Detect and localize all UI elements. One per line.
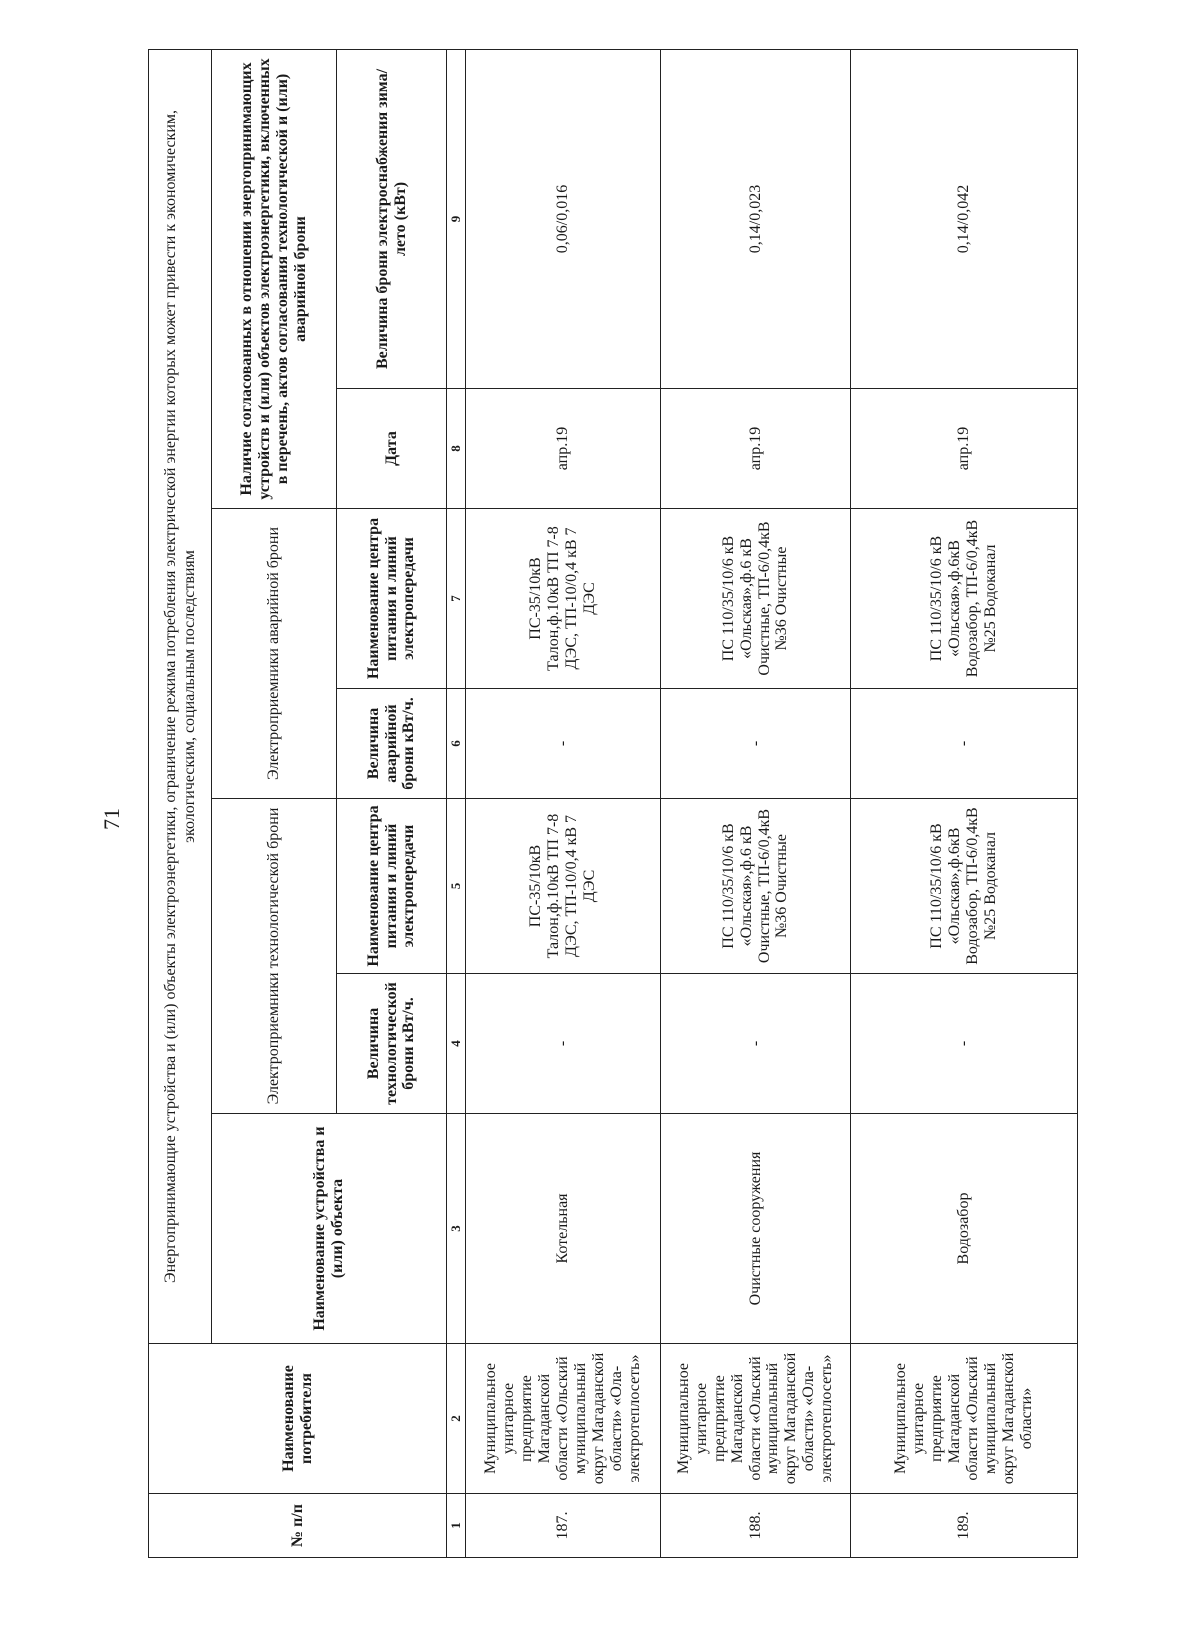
row-tech-center: ПС 110/35/10/6 кВ «Ольская»,ф.6кВ Водозабор, ТП-6/0,4кВ №25 Водоканал: [851, 799, 1078, 974]
column-number: 7: [447, 509, 466, 689]
header-consumer: Наименование потребителя: [149, 1344, 447, 1494]
row-object: Водозабор: [851, 1114, 1078, 1344]
row-emerg-center: ПС 110/35/10/6 кВ «Ольская»,ф.6кВ Водозабор, ТП-6/0,4кВ №25 Водоканал: [851, 509, 1078, 689]
header-emerg-value: Величина аварийной брони кВт/ч.: [337, 689, 447, 799]
column-number: 1: [447, 1494, 466, 1558]
row-date: апр.19: [466, 389, 661, 509]
column-number: 4: [447, 974, 466, 1114]
header-agree-date: Дата: [337, 389, 447, 509]
header-title: Энергопринимающие устройства и (или) объекты электроэнергетики, ограничение режима потребления электрической энергии которых может привести к экономическим, экологическим, социальным последствиям: [149, 49, 212, 1343]
row-emerg-value: -: [661, 689, 851, 799]
header-no: № п/п: [149, 1494, 447, 1558]
table-row: [851, 49, 1078, 1557]
row-tech-center: ПС 110/35/10/6 кВ «Ольская»,ф.6 кВ Очистные, ТП-6/0,4кВ №36 Очистные: [661, 799, 851, 974]
column-number: 5: [447, 799, 466, 974]
header-tech-value: Величина технологической брони кВт/ч.: [337, 974, 447, 1114]
row-consumer: Муниципальное унитарное предприятие Магаданской области «Ольский муниципальный округ Магаданской области»: [851, 1344, 1078, 1494]
header-emerg-center: Наименование центра питания и линий электропередачи: [337, 509, 447, 689]
column-number: 9: [447, 49, 466, 388]
consumers-table: [148, 49, 1078, 1558]
column-number: 8: [447, 389, 466, 509]
row-tech-value: -: [661, 974, 851, 1114]
row-no: 188.: [661, 1494, 851, 1558]
header-object: Наименование устройства и (или) объекта: [212, 1114, 447, 1344]
row-object: Котельная: [466, 1114, 661, 1344]
row-date: апр.19: [661, 389, 851, 509]
column-number: 6: [447, 689, 466, 799]
row-consumer: Муниципальное унитарное предприятие Магаданской области «Ольский муниципальный округ Магаданской области» «Ола-электротеплосеть»: [466, 1344, 661, 1494]
row-object: Очистные сооружения: [661, 1114, 851, 1344]
header-group-tech: Электроприемники технологической брони: [212, 799, 337, 1114]
row-emerg-center: ПС 110/35/10/6 кВ «Ольская»,ф.6 кВ Очистные, ТП-6/0,4кВ №36 Очистные: [661, 509, 851, 689]
row-no: 189.: [851, 1494, 1078, 1558]
row-no: 187.: [466, 1494, 661, 1558]
column-number: 3: [447, 1114, 466, 1344]
header-group-agree: Наличие согласованных в отношении энергопринимающих устройств и (или) объектов электроэнергетики, включенных в перечень, актов согласования технологической и (или) аварийной брони: [212, 49, 337, 508]
row-emerg-value: -: [851, 689, 1078, 799]
row-reserve: 0,06/0,016: [466, 49, 661, 388]
column-number: 2: [447, 1344, 466, 1494]
table-row: [466, 49, 661, 1557]
column-numbers-row: [447, 49, 466, 1557]
header-tech-center: Наименование центра питания и линий электропередачи: [337, 799, 447, 974]
row-date: апр.19: [851, 389, 1078, 509]
header-group-emerg: Электроприемники аварийной брони: [212, 509, 337, 799]
row-tech-center: ПС-35/10кВ Талон,ф.10кВ ТП 7-8 ДЭС, ТП-10/0,4 кВ 7 ДЭС: [466, 799, 661, 974]
page-number: 71: [99, 808, 124, 830]
row-reserve: 0,14/0,023: [661, 49, 851, 388]
row-emerg-value: -: [466, 689, 661, 799]
header-agree-value: Величина брони электроснабжения зима/лето (кВт): [337, 49, 447, 388]
row-emerg-center: ПС-35/10кВ Талон,ф.10кВ ТП 7-8 ДЭС, ТП-10/0,4 кВ 7 ДЭС: [466, 509, 661, 689]
row-tech-value: -: [466, 974, 661, 1114]
table-row: [661, 49, 851, 1557]
rotated-table-wrapper: [148, 50, 1078, 1558]
row-tech-value: -: [851, 974, 1078, 1114]
row-consumer: Муниципальное унитарное предприятие Магаданской области «Ольский муниципальный округ Магаданской области» «Ола-электротеплосеть»: [661, 1344, 851, 1494]
row-reserve: 0,14/0,042: [851, 49, 1078, 388]
